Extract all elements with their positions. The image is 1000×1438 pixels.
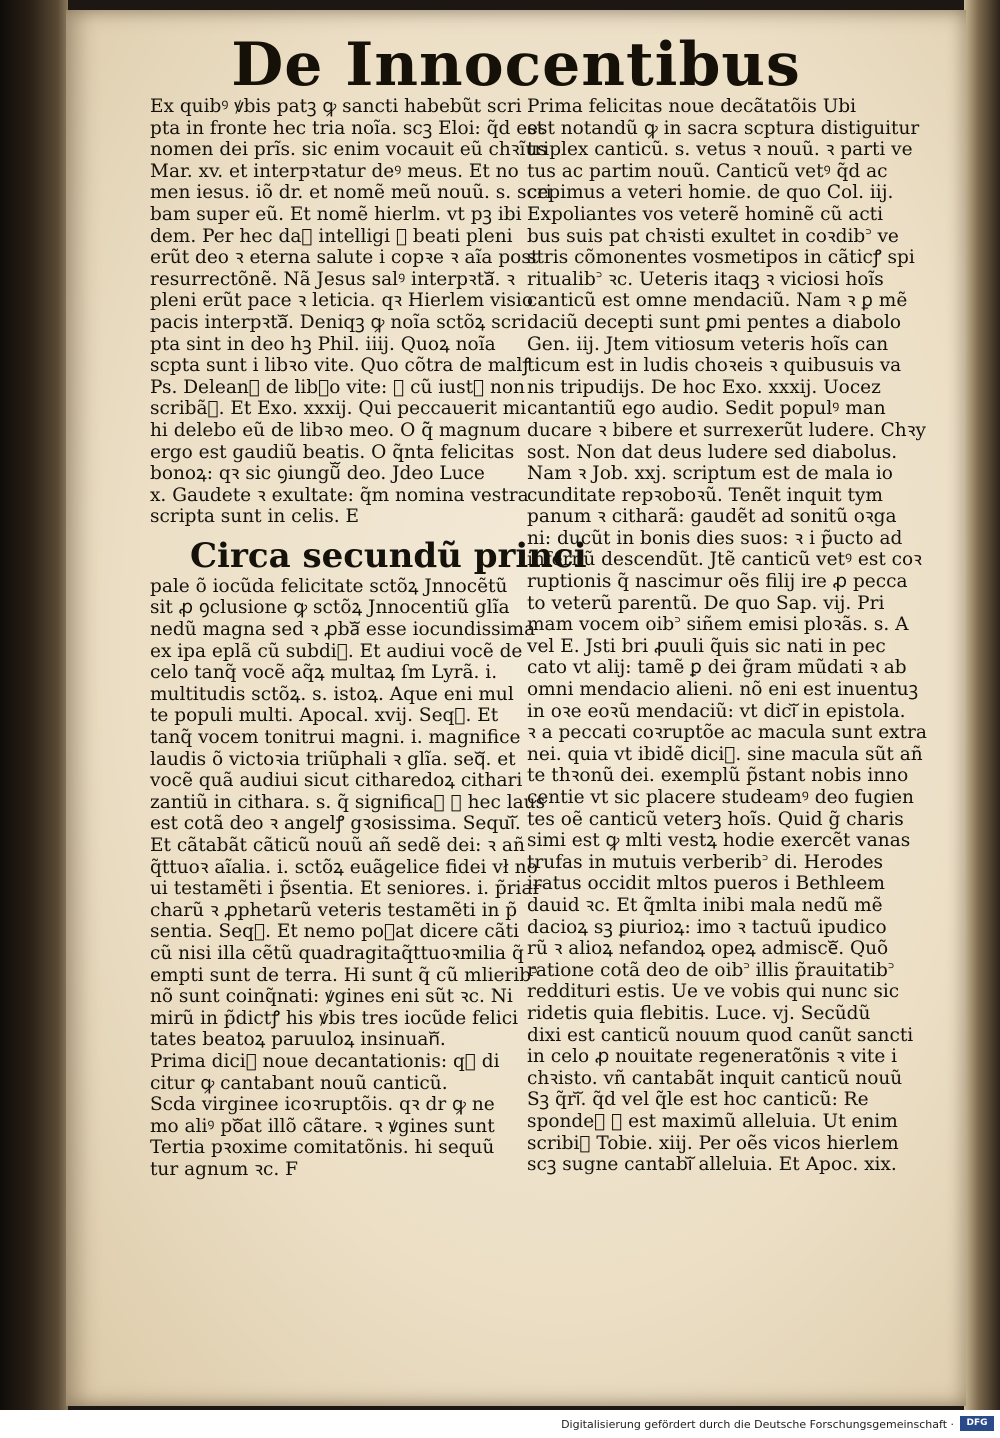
text-line: nõ sunt coinq̃nati: ꝟgines eni sũt ꝛc. Ni (150, 986, 513, 1008)
text-line: bonoꝝ: qꝛ sic ꝯiungũᷓ deo. Jdeo Luce (150, 463, 485, 485)
text-line: ex ipa eplã cũ subdiᷓ. Et audiui vocẽ de (150, 640, 523, 662)
text-line: men iesus. iõ dr. et nomẽ meũ nouũ. s. scri (150, 182, 552, 204)
text-line: cunditate repꝛoboꝛũ. Tenẽt inquit tym (527, 484, 883, 506)
text-line: rũ ꝛ alioꝝ nefandoꝝ opeꝝ admisceᷓ. Quõ (527, 938, 889, 960)
text-line: trufas in mutuis verberib꜄ di. Herodes (527, 851, 884, 873)
text-line: tus ac partim nouũ. Canticũ vetꝰ q̃d ac (527, 160, 888, 182)
text-line: pleni erũt pace ꝛ leticia. qꝛ Hierlem visio (150, 290, 533, 312)
text-line: dem. Per hec daᷓ intelligi ꝙ beati pleni (150, 225, 513, 247)
text-line: scribãᷓ. Et Exo. xxxij. Qui peccauerit mi (150, 398, 527, 420)
text-line: nedũ magna sed ꝛ ꝓbaᷓ esse iocundissima (150, 619, 536, 641)
text-line: cato vt alij: tamẽ ꝑ dei g̃ram mũdati ꝛ ab (527, 657, 907, 679)
text-line: erũt deo ꝛ eterna salute i copꝛe ꝛ aĩa post (150, 247, 539, 269)
text-line: charũ ꝛ ꝓphetarũ veteris testamẽti in p̃ (150, 899, 518, 921)
text-line: tur agnum ꝛc. F (150, 1158, 298, 1180)
text-line: te thꝛonũ dei. exemplũ p̃stant nobis inno (527, 765, 909, 787)
text-line: laudis õ victoꝛia triũphali ꝛ glĩa. seqᷓ. et (150, 748, 516, 770)
text-line: mo aliꝰ poᷓat illõ cãtare. ꝛ ꝟgines sunt (150, 1115, 495, 1137)
text-line: multitudis sctõꝝ. s. istoꝝ. Aque eni mul (150, 683, 514, 705)
text-line: Mar. xv. et interpꝛtatur deꝰ meus. Et no (150, 160, 519, 182)
text-line: in oꝛe eoꝛũ mendaciũ: vt diciᷓ in epistola. (527, 700, 906, 722)
text-line: cantantiũ ego audio. Sedit populꝰ man (527, 398, 886, 420)
text-line: hi delebo eũ de libꝛo meo. O q̃̃ magnum (150, 419, 521, 441)
text-line: dixi est canticũ nouum quod canũt sancti (527, 1024, 914, 1046)
text-line: q̃ttuoꝛ aĩalia. i. sctõꝝ euãgelice fidei vł no (150, 856, 538, 878)
text-line: simi est ꝙ mlti vestꝝ hodie exercẽt vanas (527, 830, 911, 852)
text-line: infernũ descendũt. Jtẽ canticũ vetꝰ est coꝛ (527, 549, 922, 571)
text-line: pale õ iocũda felicitate sctõꝝ Jnnocẽtũ (150, 575, 508, 597)
text-line: te populi multi. Apocal. xvij. Seqᷓ. Et (150, 705, 499, 727)
text-line: scꝫ sugne cantabiᷓ alleluia. Et Apoc. xix. (527, 1154, 897, 1176)
text-line: dauid ꝛc. Et q̃mlta inibi mala nedũ mẽ (527, 894, 883, 916)
text-line: triplex canticũ. s. vetus ꝛ nouũ. ꝛ parti ve (527, 139, 913, 161)
text-line: to veterũ parentũ. De quo Sap. vij. Pri (527, 592, 885, 614)
text-line: ridetis quia flebitis. Luce. vj. Secũdũ (527, 1002, 871, 1024)
section-heading: Circa secundũ princi (190, 535, 587, 576)
left-text-column (150, 96, 587, 1181)
text-line: x. Gaudete ꝛ exultate: q̃m nomina vestra (150, 484, 529, 506)
text-line: resurrectõnẽ. Nã Jesus salꝰ interpꝛtaᷓ. ꝛ (150, 268, 516, 290)
footer-bar (0, 1410, 1000, 1438)
text-line: mam vocem oib꜄ siñem emisi ploꝛãs. s. A (527, 614, 909, 636)
text-line: ratione cotã deo de oib꜄ illis p̃rauitatib꜄ (527, 959, 895, 981)
page-title: De Innocentibus (231, 30, 801, 100)
text-line: iratus occidit mltos pueros i Bethleem (527, 873, 885, 895)
text-line: Prima diciᷓ noue decantationis: qꝛ di (150, 1050, 500, 1072)
text-line: citur ꝙ cantabant nouũ canticũ. (150, 1072, 448, 1094)
text-line: ticum est in ludis choꝛeis ꝛ quibusuis va (527, 355, 902, 377)
text-line: cũ nisi illa cẽtũ quadragitaq̃ttuoꝛmilia q̃ (150, 942, 524, 964)
text-line: Gen. iij. Jtem vitiosum veteris hoĩs can (527, 333, 889, 355)
text-line: ni: ducũt in bonis dies suos: ꝛ i p̃ucto ad (527, 527, 903, 549)
text-line: centie vt sic placere studeamꝰ deo fugien (527, 787, 914, 808)
text-line: empti sunt de terra. Hi sunt q̃ cũ mlierib꜄ (150, 964, 538, 986)
text-line: pta in fronte hec tria noĩa. scꝫ Eloi: q̃d est (150, 117, 545, 139)
text-line: pacis interpꝛtaᷓ. Deniqꝫ ꝙ noĩa sctõꝝ scri (150, 311, 526, 333)
text-line: est cotã deo ꝛ angelꝭ gꝛosissima. Sequiᷓ. (150, 813, 521, 835)
text-line: scripta sunt in celis. E (150, 506, 360, 528)
text-line: ducare ꝛ bibere et surrexerũt ludere. Chꝛy (527, 419, 926, 441)
text-line: cepimus a veteri homie. de quo Col. iij. (527, 182, 894, 204)
text-line: scpta sunt i libꝛo vite. Quo cõtra de malꝭ (150, 355, 532, 377)
text-line: daciũ decepti sunt ꝑmi pentes a diabolo (527, 311, 902, 333)
text-line: est notandũ ꝙ in sacra scptura distiguitur (527, 117, 920, 139)
text-line: nei. quia vt ibidẽ diciᷓ. sine macula sũt añ (527, 743, 923, 765)
page-fore-edge (964, 0, 1000, 1410)
text-line: dacioꝝ sꝫ ꝑiurioꝝ: imo ꝛ tactuũ ipudico (527, 916, 887, 938)
text-line: pta sint in deo hꝫ Phil. iiij. Quoꝝ noĩa (150, 333, 496, 355)
text-line: sost. Non dat deus ludere sed diabolus. (527, 441, 898, 463)
right-text-column (527, 96, 927, 1176)
text-line: reddituri estis. Ue ve vobis qui nunc sic (527, 981, 900, 1003)
text-line: nomen dei prĩs. sic enim vocauit eũ chꝛĩus (150, 139, 547, 161)
text-line: ergo est gaudiũ beatis. O q̃nta felicitas (150, 441, 515, 463)
dfg-logo: DFG (960, 1416, 994, 1431)
text-line: Ps. Deleanᷓ de libꝛo vite: ꝛ cũ iustꝭ non (150, 376, 525, 398)
text-line: Sꝫ q̃riᷓ. q̃d vel q̃le est hoc canticũ: Re (527, 1089, 869, 1111)
text-line: sentia. Seqᷓ. Et nemo poᷓat dicere cãti (150, 921, 519, 943)
text-line: Ex quibꝰ ꝟbis patꝫ ꝙ sancti habebũt scri (150, 96, 522, 117)
text-line: Et cãtabãt cãticũ nouũ añ sedẽ dei: ꝛ añ (150, 835, 525, 856)
text-line: spondeᷓ ꝙ est maximũ alleluia. Ut enim (527, 1110, 898, 1132)
text-line: in celo ꝓ nouitate regeneratõnis ꝛ vite i (527, 1046, 898, 1068)
text-line: Prima felicitas noue decãtatõis Ubi (527, 96, 857, 117)
text-line: Tertia pꝛoxime comitatõnis. hi sequũ (150, 1137, 495, 1159)
text-line: chꝛisto. vñ cantabãt inquit canticũ nouũ (527, 1067, 903, 1089)
text-line: panum ꝛ citharã: gaudẽt ad sonitũ oꝛga (527, 506, 897, 528)
text-line: zantiũ in cithara. s. q̃ significaᷓ ꝙ hec laus (150, 791, 546, 813)
text-line: Scda virginee icoꝛruptõis. qꝛ dr ꝙ ne (150, 1094, 495, 1116)
text-line: tes oẽ canticũ veterꝫ hoĩs. Quid g̃ charis (527, 808, 904, 830)
text-line: mirũ in p̃dictꝭ his ꝟbis tres iocũde felici (150, 1007, 519, 1029)
text-line: nis tripudijs. De hoc Exo. xxxij. Uocez (527, 376, 881, 398)
text-line: scribiᷓ Tobie. xiij. Per oẽs vicos hierlem (527, 1132, 899, 1154)
text-line: Nam ꝛ Job. xxj. scriptum est de mala io (527, 463, 893, 485)
text-line: bus suis pat chꝛisti exultet in coꝛdib꜄ ve (527, 225, 899, 247)
text-line: ui testamẽti i p̃sentia. Et seniores. i. p̃riar (150, 878, 542, 900)
text-line: celo tanq̃ vocẽ aq̃ꝝ multaꝝ ſm Lyrã. i. (150, 662, 498, 684)
text-line: bam super eũ. Et nomẽ hierlm. vt pꝫ ibi (150, 203, 522, 225)
footer-credit: Digitalisierung gefördert durch die Deutsche Forschungsgemeinschaft · (561, 1418, 954, 1431)
text-line: canticũ est omne mendaciũ. Nam ꝛ ꝑ mẽ (527, 290, 908, 312)
text-line: ꝛ a peccati coꝛruptõe ac macula sunt extra (527, 722, 927, 744)
text-line: vel E. Jsti bri ꝓuuli q̃uis sic nati in pec (527, 635, 886, 657)
text-line: ritualib꜄ ꝛc. Ueteris itaqꝫ ꝛ viciosi hoĩs (527, 268, 884, 290)
text-line: omni mendacio alieni. nõ eni est inuentuꝫ (527, 679, 919, 701)
text-line: vocẽ quã audiui sicut citharedoꝝ cithari (150, 770, 523, 792)
text-line: sit ꝓ ꝯclusione ꝙ sctõꝝ Jnnocentiũ glĩa (150, 597, 510, 619)
text-line: stris cõmonentes vosmetipos in cãticꝭ spi (527, 247, 915, 269)
text-line: Expoliantes vos veterẽ hominẽ cũ acti (527, 203, 884, 225)
text-line: tanq̃ vocem tonitrui magni. i. magnifice (150, 727, 521, 749)
text-line: tates beatoꝝ paruuloꝝ insinuanᷓ. (150, 1029, 446, 1051)
text-line: ruptionis q̃ nascimur oẽs filij ire ꝓ pecca (527, 571, 908, 593)
book-spine-edge (0, 0, 68, 1410)
